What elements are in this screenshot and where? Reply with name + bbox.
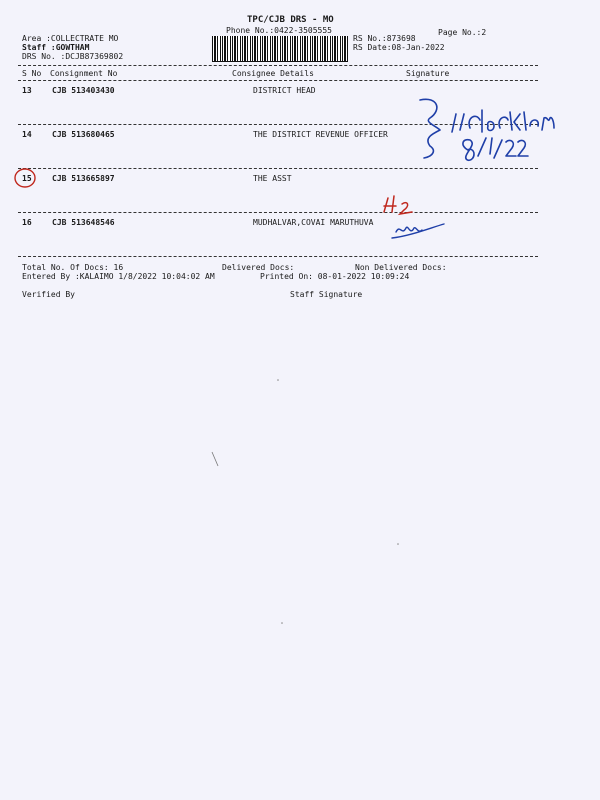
row-consignment-number: CJB 513403430 [52, 86, 115, 95]
staff-signature-label: Staff Signature [290, 290, 363, 299]
entered-by: Entered By :KALAIMO 1/8/2022 10:04:02 AM [22, 272, 215, 281]
row-consignee: MUDHALVAR,COVAI MARUTHUVA [253, 218, 374, 227]
row-consignment-number: CJB 513665897 [52, 174, 115, 183]
rs-number: RS No.:873698 [353, 34, 416, 43]
column-header-s-no: S No [22, 69, 42, 78]
printed-on: Printed On: 08-01-2022 10:09:24 [260, 272, 410, 281]
drs-number: DRS No. :DCJB87369802 [22, 52, 124, 61]
row-consignment-number: CJB 513680465 [52, 130, 115, 139]
row-consignment-number: CJB 513648546 [52, 218, 115, 227]
phone-number: Phone No.:0422-3505555 [226, 26, 332, 35]
column-header-consignment: Consignment No [50, 69, 118, 78]
area-label: Area :COLLECTRATE MO [22, 34, 119, 43]
row-consignee: THE ASST [253, 174, 292, 183]
column-header-consignee: Consignee Details [232, 69, 314, 78]
row-consignee: DISTRICT HEAD [253, 86, 316, 95]
row-serial-number: 14 [22, 130, 32, 139]
column-header-signature: Signature [406, 69, 450, 78]
rs-date: RS Date:08-Jan-2022 [353, 43, 445, 52]
document-title: TPC/CJB DRS - MO [247, 15, 334, 25]
row-serial-number: 16 [22, 218, 32, 227]
row-serial-number: 15 [22, 174, 32, 183]
row-serial-number: 13 [22, 86, 32, 95]
non-delivered-docs: Non Delivered Docs: [355, 263, 447, 272]
staff-label: Staff :GOWTHAM [22, 43, 90, 52]
verified-by-label: Verified By [22, 290, 75, 299]
total-docs: Total No. Of Docs: 16 [22, 263, 124, 272]
row-consignee: THE DISTRICT REVENUE OFFICER [253, 130, 388, 139]
delivered-docs: Delivered Docs: [222, 263, 295, 272]
page-number: Page No.:2 [438, 28, 487, 37]
